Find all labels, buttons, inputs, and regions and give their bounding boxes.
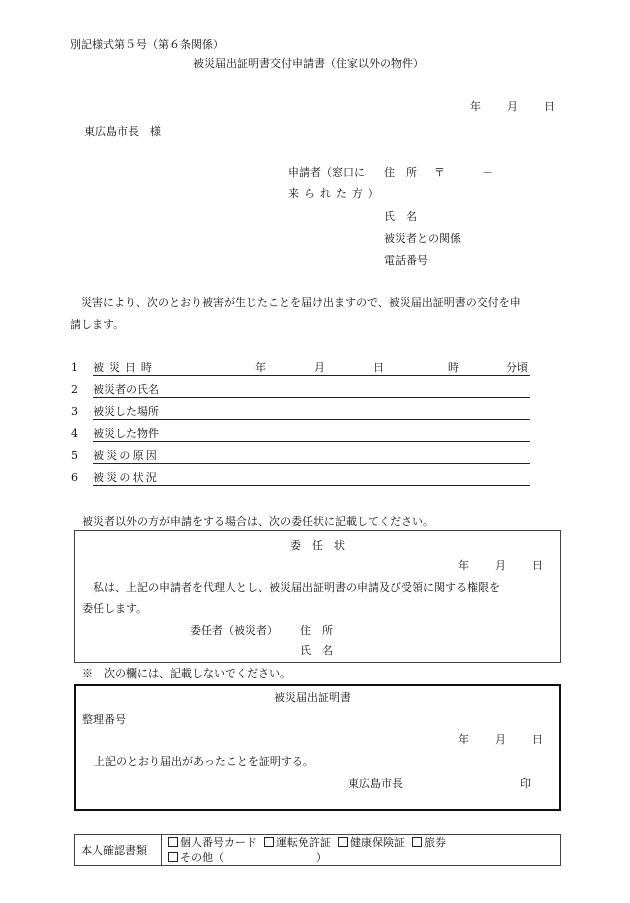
delegator-label: 委任者（被災者） [190, 624, 278, 637]
checkbox-other[interactable] [168, 852, 178, 862]
addressee: 東広島市長 様 [84, 125, 161, 138]
item-2-underline[interactable] [93, 397, 530, 398]
option-other: その他（ [180, 851, 224, 864]
item-1-day: 日 [373, 361, 384, 374]
certificate-seal: 印 [520, 777, 531, 790]
item-5-number: 5 [71, 449, 78, 462]
delegation-date-year: 年 [458, 559, 469, 572]
option-drivers-license: 運転免許証 [276, 836, 331, 849]
checkbox-drivers-license[interactable] [264, 837, 274, 847]
applicant-label-line2: 来られた方） [288, 187, 384, 200]
delegation-title: 委 任 状 [290, 539, 345, 552]
item-1-minute: 分頃 [506, 361, 528, 374]
option-health-insurance: 健康保険証 [350, 836, 405, 849]
checkbox-health-insurance[interactable] [338, 837, 348, 847]
delegation-date-month: 月 [495, 559, 506, 572]
item-4-underline[interactable] [93, 441, 530, 442]
id-check-table [74, 834, 561, 866]
applicant-relation-label: 被災者との関係 [384, 232, 461, 245]
delegation-date-day: 日 [532, 559, 543, 572]
applicant-phone-label: 電話番号 [384, 254, 428, 267]
certificate-text: 上記のとおり届出があったことを証明する。 [94, 755, 314, 768]
item-1-month: 月 [314, 361, 325, 374]
id-check-options [162, 835, 561, 866]
date-day: 日 [544, 100, 555, 113]
certificate-date-day: 日 [532, 733, 543, 746]
item-2-number: 2 [71, 383, 78, 396]
item-1-hour: 時 [448, 361, 459, 374]
delegation-text-line2: 委任します。 [82, 602, 148, 615]
statement-line1: 災害により、次のとおり被害が生じたことを届け出ますので、被災届出証明書の交付を申 [70, 296, 521, 309]
item-3-label: 被災した場所 [93, 405, 159, 418]
applicant-name-label: 氏 名 [384, 210, 417, 223]
item-5-label: 被災の原因 [93, 449, 159, 462]
item-6-number: 6 [71, 471, 78, 484]
certificate-ref-label: 整理番号 [82, 713, 126, 726]
date-month: 月 [507, 100, 518, 113]
postal-mark: 〒 [434, 166, 445, 179]
form-title: 被災届出証明書交付申請書（住家以外の物件） [193, 57, 424, 70]
item-1-underline[interactable] [93, 375, 530, 376]
checkbox-passport[interactable] [412, 837, 422, 847]
certificate-date-year: 年 [458, 733, 469, 746]
item-4-number: 4 [71, 427, 78, 440]
date-year: 年 [470, 100, 481, 113]
do-not-fill-note: ※ 次の欄には、記載しないでください。 [82, 667, 291, 680]
item-4-label: 被災した物件 [93, 427, 159, 440]
option-my-number-card: 個人番号カード [180, 836, 257, 849]
form-number: 別記様式第５号（第６条関係） [70, 38, 224, 51]
item-1-year: 年 [255, 361, 266, 374]
postal-dash: － [482, 166, 493, 179]
option-passport: 旅券 [424, 836, 446, 849]
applicant-label-line1: 申請者（窓口に [288, 166, 365, 179]
item-1-label: 被災日時 [93, 361, 157, 374]
delegation-note: 被災者以外の方が申請をする場合は、次の委任状に記載してください。 [82, 515, 434, 528]
item-1-number: 1 [71, 361, 78, 374]
certificate-date-month: 月 [495, 733, 506, 746]
delegator-name-label: 氏 名 [300, 644, 333, 657]
delegator-address-label: 住 所 [300, 624, 333, 637]
item-2-label: 被災者の氏名 [93, 383, 159, 396]
option-other-close: ） [316, 851, 327, 864]
statement-line2: 請します。 [70, 318, 125, 331]
certificate-issuer: 東広島市長 [348, 777, 403, 790]
item-3-number: 3 [71, 405, 78, 418]
delegation-text-line1: 私は、上記の申請者を代理人とし、被災届出証明書の申請及び受領に関する権限を [82, 581, 500, 594]
applicant-address-label: 住 所 [384, 166, 417, 179]
id-check-label: 本人確認書類 [75, 835, 162, 866]
item-3-underline[interactable] [93, 419, 530, 420]
certificate-title: 被災届出証明書 [274, 691, 351, 704]
item-6-underline[interactable] [93, 485, 530, 486]
item-5-underline[interactable] [93, 463, 530, 464]
checkbox-my-number-card[interactable] [168, 837, 178, 847]
item-6-label: 被災の状況 [93, 471, 159, 484]
